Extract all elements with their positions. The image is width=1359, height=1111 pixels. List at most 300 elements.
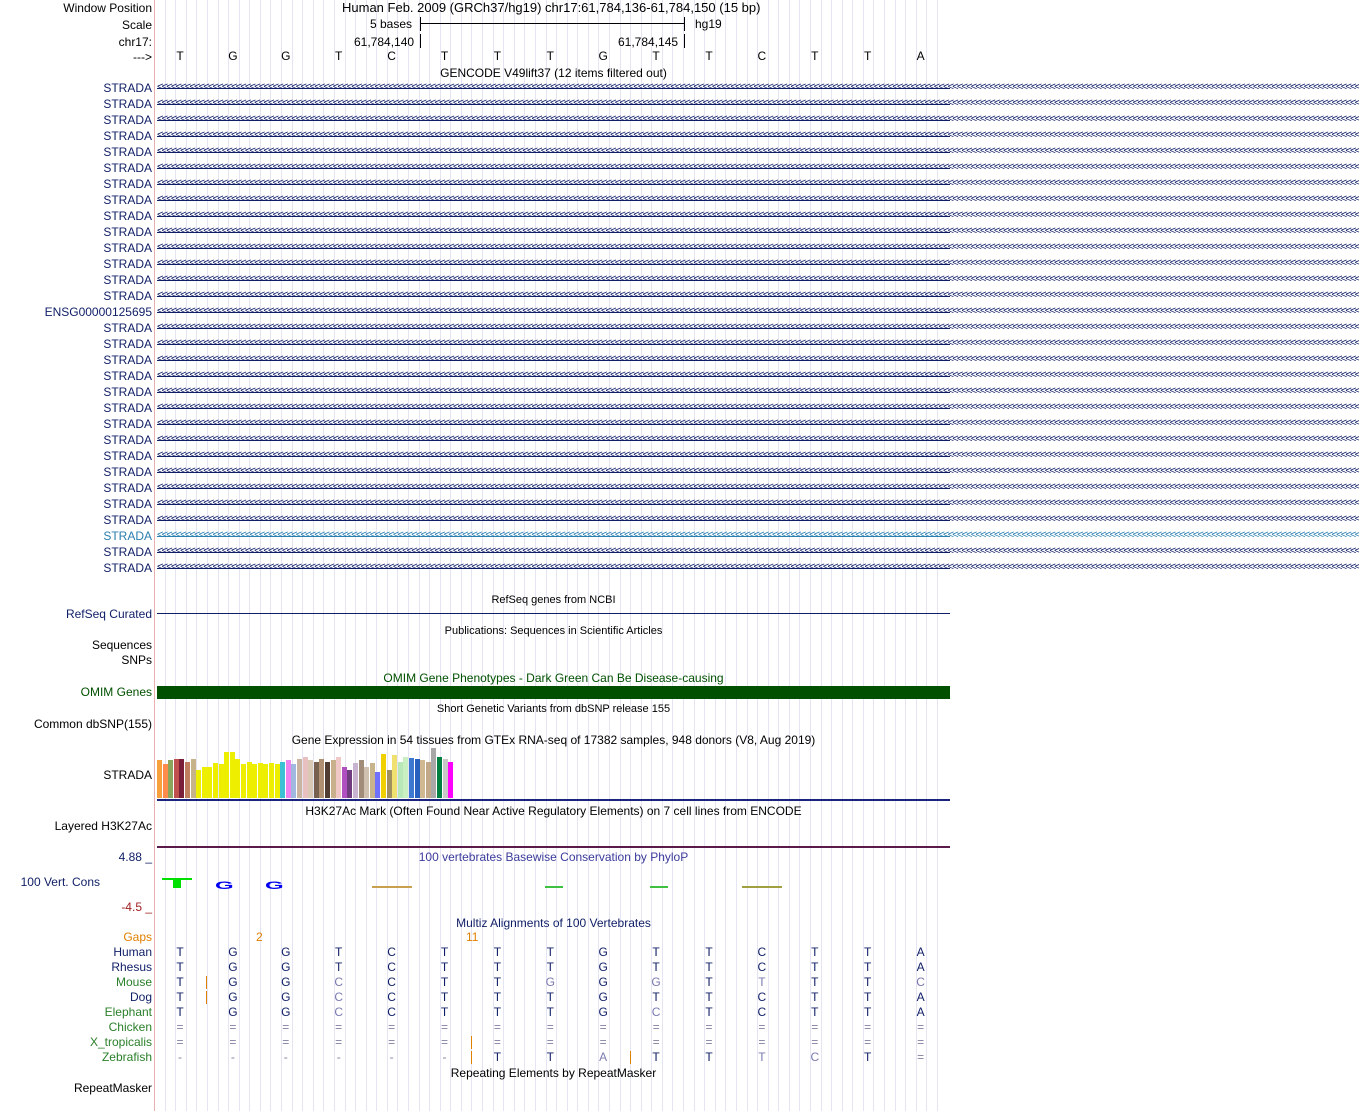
alignment-base: = bbox=[705, 1035, 713, 1049]
alignment-base: G bbox=[598, 1005, 608, 1019]
assembly-position-text[interactable]: Human Feb. 2009 (GRCh37/hg19) chr17:61,784,136-61,784,150 (15 bp) bbox=[342, 0, 761, 15]
multiz-track-title[interactable]: Multiz Alignments of 100 Vertebrates bbox=[456, 916, 651, 930]
alignment-base: - bbox=[336, 1050, 341, 1064]
scale-label: Scale bbox=[121, 18, 152, 32]
alignment-base: T bbox=[811, 960, 819, 974]
refseq-curated-label[interactable]: RefSeq Curated bbox=[65, 607, 152, 621]
gtex-tissue-bar[interactable] bbox=[325, 762, 330, 798]
base-sequence-row bbox=[0, 49, 950, 65]
gencode-transcript-label[interactable]: STRADA bbox=[103, 561, 152, 575]
alignment-base: = bbox=[811, 1035, 819, 1049]
alignment-base: = bbox=[493, 1020, 501, 1034]
alignment-base: T bbox=[440, 1005, 449, 1019]
alignment-base: T bbox=[546, 945, 554, 959]
alignment-base: T bbox=[176, 960, 184, 974]
strand-arrows: <<<<<<<<<<<<<<<<<<<<<<<<<<<<<<<<<<<<<<<<<<<<<<<<<<<<<<<<<<<<<<<<<<<<<<<<<<<<<<<<<<<<<<<<<<<<<<<<<<<<<<<<<<<<<<<<<<<<<<<<<<<<<<<<<<<<<<<<<<<<<<<<<<<<<<<<<<<<<<<<<<<<<<<<<<<<<<<<<<<<<<<<<<<<<<<<<<<<<<<<<<<<<<<<<<<<<<<<<<<<<<<<<<<<<<<<<<<<<<<<<<<<<<<<<<<<<<<<<<<< bbox=[157, 145, 1359, 157]
phylop-track-label[interactable]: 100 Vert. Cons bbox=[20, 875, 100, 889]
gencode-transcript-label[interactable]: STRADA bbox=[103, 481, 152, 495]
alignment-base: T bbox=[546, 1005, 554, 1019]
gap-count-1: 2 bbox=[256, 930, 263, 944]
alignment-base: T bbox=[811, 945, 819, 959]
strand-arrows: <<<<<<<<<<<<<<<<<<<<<<<<<<<<<<<<<<<<<<<<<<<<<<<<<<<<<<<<<<<<<<<<<<<<<<<<<<<<<<<<<<<<<<<<<<<<<<<<<<<<<<<<<<<<<<<<<<<<<<<<<<<<<<<<<<<<<<<<<<<<<<<<<<<<<<<<<<<<<<<<<<<<<<<<<<<<<<<<<<<<<<<<<<<<<<<<<<<<<<<<<<<<<<<<<<<<<<<<<<<<<<<<<<<<<<<<<<<<<<<<<<<<<<<<<<<<<<<<<<<< bbox=[157, 289, 1359, 301]
base-letter: G bbox=[281, 49, 291, 63]
gencode-transcript-label[interactable]: STRADA bbox=[103, 465, 152, 479]
alignment-base: = bbox=[864, 1035, 872, 1049]
alignment-base: T bbox=[176, 990, 184, 1004]
gencode-transcript-feature[interactable] bbox=[157, 417, 1359, 429]
alignment-base: C bbox=[334, 975, 344, 989]
gencode-transcript-feature[interactable] bbox=[157, 321, 1359, 333]
alignment-base: G bbox=[598, 990, 608, 1004]
species-label[interactable]: Zebrafish bbox=[101, 1050, 152, 1064]
coord-left: 61,784,140 bbox=[354, 35, 415, 49]
gencode-transcript-label[interactable]: STRADA bbox=[103, 529, 152, 543]
phylop-max-label: 4.88 _ bbox=[118, 850, 152, 864]
gtex-tissue-bar[interactable] bbox=[420, 760, 425, 798]
gencode-transcript-feature[interactable] bbox=[157, 433, 1359, 445]
gencode-transcript-feature[interactable] bbox=[157, 145, 1359, 157]
gencode-transcript-label[interactable]: STRADA bbox=[103, 129, 152, 143]
phylop-logo-graph[interactable] bbox=[157, 872, 950, 896]
gencode-transcript-label[interactable]: STRADA bbox=[103, 113, 152, 127]
base-letter: C bbox=[387, 49, 396, 63]
gencode-transcript-feature[interactable] bbox=[157, 513, 1359, 525]
gaps-label: Gaps bbox=[123, 930, 152, 944]
base-letter: G bbox=[228, 49, 238, 63]
gtex-tissue-bar[interactable] bbox=[174, 759, 179, 798]
alignment-base: = bbox=[705, 1020, 713, 1034]
gencode-transcript-feature[interactable] bbox=[157, 177, 1359, 189]
alignment-base: = bbox=[652, 1035, 660, 1049]
gencode-transcript-label[interactable]: STRADA bbox=[103, 369, 152, 383]
base-letter: T bbox=[546, 49, 554, 63]
gtex-track-title[interactable]: Gene Expression in 54 tissues from GTEx RNA-seq of 17382 samples, 948 donors (V8, Aug 2019) bbox=[291, 733, 816, 747]
alignment-base: C bbox=[757, 960, 767, 974]
gtex-tissue-bar[interactable] bbox=[409, 758, 414, 798]
gencode-transcript-feature[interactable] bbox=[157, 401, 1359, 413]
alignment-base: C bbox=[387, 945, 396, 959]
gtex-tissue-bar[interactable] bbox=[163, 764, 168, 798]
species-label[interactable]: Rhesus bbox=[111, 960, 152, 974]
gencode-transcript-feature[interactable] bbox=[157, 273, 1359, 285]
refseq-gene-line[interactable] bbox=[157, 613, 950, 614]
phylop-logo-g1: G bbox=[215, 878, 234, 892]
publications-label-sequences[interactable]: Sequences bbox=[91, 638, 152, 652]
coord-right-tick bbox=[684, 34, 685, 48]
alignment-base: C bbox=[757, 990, 767, 1004]
gencode-transcript-label[interactable]: STRADA bbox=[103, 513, 152, 527]
gtex-tissue-bar[interactable] bbox=[252, 764, 257, 798]
gtex-tissue-bar[interactable] bbox=[303, 757, 308, 798]
alignment-base: = bbox=[388, 1020, 396, 1034]
gtex-tissue-bar[interactable] bbox=[241, 764, 246, 798]
gtex-tissue-bar[interactable] bbox=[275, 764, 280, 798]
alignment-base: C bbox=[916, 975, 925, 989]
gtex-tissue-bar[interactable] bbox=[157, 760, 162, 798]
gtex-tissue-bar[interactable] bbox=[347, 770, 352, 798]
alignment-base: A bbox=[916, 960, 925, 974]
gencode-transcript-feature[interactable] bbox=[157, 129, 1359, 141]
scale-db-label: hg19 bbox=[695, 17, 722, 31]
strand-direction-label: ---> bbox=[133, 50, 152, 64]
gtex-tissue-bar[interactable] bbox=[437, 757, 442, 798]
alignment-base: = bbox=[176, 1035, 184, 1049]
gtex-tissue-bar[interactable] bbox=[331, 760, 336, 798]
alignment-base: T bbox=[864, 1005, 872, 1019]
alignment-base: C bbox=[757, 945, 767, 959]
gencode-transcript-feature[interactable] bbox=[157, 465, 1359, 477]
gencode-transcript-feature[interactable] bbox=[157, 257, 1359, 269]
gencode-transcript-label[interactable]: STRADA bbox=[103, 353, 152, 367]
species-label[interactable]: Elephant bbox=[104, 1005, 152, 1019]
gtex-tissue-bar[interactable] bbox=[202, 767, 207, 798]
scale-text: 5 bases bbox=[370, 17, 413, 31]
alignment-base: T bbox=[546, 960, 554, 974]
alignment-base: = bbox=[493, 1035, 501, 1049]
gencode-transcript-feature[interactable] bbox=[157, 385, 1359, 397]
gtex-tissue-bar[interactable] bbox=[381, 754, 386, 798]
insertion-marker[interactable] bbox=[206, 976, 207, 989]
gencode-transcript-feature[interactable] bbox=[157, 225, 1359, 237]
gencode-transcript-label[interactable]: STRADA bbox=[103, 161, 152, 175]
gencode-transcript-label[interactable]: STRADA bbox=[103, 401, 152, 415]
gtex-tissue-bar[interactable] bbox=[297, 759, 302, 798]
gencode-transcript-label[interactable]: STRADA bbox=[103, 385, 152, 399]
gtex-tissue-bar[interactable] bbox=[291, 764, 296, 798]
strand-arrows: <<<<<<<<<<<<<<<<<<<<<<<<<<<<<<<<<<<<<<<<<<<<<<<<<<<<<<<<<<<<<<<<<<<<<<<<<<<<<<<<<<<<<<<<<<<<<<<<<<<<<<<<<<<<<<<<<<<<<<<<<<<<<<<<<<<<<<<<<<<<<<<<<<<<<<<<<<<<<<<<<<<<<<<<<<<<<<<<<<<<<<<<<<<<<<<<<<<<<<<<<<<<<<<<<<<<<<<<<<<<<<<<<<<<<<<<<<<<<<<<<<<<<<<<<<<<<<<<<<<< bbox=[157, 481, 1359, 493]
alignment-base: C bbox=[387, 1005, 396, 1019]
gtex-tissue-bar[interactable] bbox=[168, 760, 173, 798]
gtex-gene-label[interactable]: STRADA bbox=[103, 768, 152, 782]
dbsnp-label[interactable]: Common dbSNP(155) bbox=[33, 717, 152, 731]
base-letter: T bbox=[705, 49, 713, 63]
alignment-base: C bbox=[387, 990, 396, 1004]
strand-arrows: <<<<<<<<<<<<<<<<<<<<<<<<<<<<<<<<<<<<<<<<<<<<<<<<<<<<<<<<<<<<<<<<<<<<<<<<<<<<<<<<<<<<<<<<<<<<<<<<<<<<<<<<<<<<<<<<<<<<<<<<<<<<<<<<<<<<<<<<<<<<<<<<<<<<<<<<<<<<<<<<<<<<<<<<<<<<<<<<<<<<<<<<<<<<<<<<<<<<<<<<<<<<<<<<<<<<<<<<<<<<<<<<<<<<<<<<<<<<<<<<<<<<<<<<<<<<<<<<<<<< bbox=[157, 177, 1359, 189]
gencode-transcript-feature[interactable] bbox=[157, 289, 1359, 301]
gtex-tissue-bar[interactable] bbox=[443, 759, 448, 798]
gtex-tissue-bar[interactable] bbox=[431, 748, 436, 798]
base-letter: G bbox=[598, 49, 608, 63]
alignment-base: C bbox=[810, 1050, 820, 1064]
strand-arrows: <<<<<<<<<<<<<<<<<<<<<<<<<<<<<<<<<<<<<<<<<<<<<<<<<<<<<<<<<<<<<<<<<<<<<<<<<<<<<<<<<<<<<<<<<<<<<<<<<<<<<<<<<<<<<<<<<<<<<<<<<<<<<<<<<<<<<<<<<<<<<<<<<<<<<<<<<<<<<<<<<<<<<<<<<<<<<<<<<<<<<<<<<<<<<<<<<<<<<<<<<<<<<<<<<<<<<<<<<<<<<<<<<<<<<<<<<<<<<<<<<<<<<<<<<<<<<<<<<<<< bbox=[157, 513, 1359, 525]
alignment-base: = bbox=[546, 1035, 554, 1049]
alignment-base: G bbox=[281, 975, 291, 989]
alignment-base: T bbox=[705, 1005, 713, 1019]
gtex-tissue-bar[interactable] bbox=[207, 767, 212, 798]
repeatmasker-track-title[interactable]: Repeating Elements by RepeatMasker bbox=[450, 1066, 657, 1080]
species-label[interactable]: Mouse bbox=[115, 975, 152, 989]
base-letter: T bbox=[864, 49, 872, 63]
alignment-base: = bbox=[546, 1020, 554, 1034]
gtex-tissue-bar[interactable] bbox=[235, 759, 240, 798]
strand-arrows: <<<<<<<<<<<<<<<<<<<<<<<<<<<<<<<<<<<<<<<<<<<<<<<<<<<<<<<<<<<<<<<<<<<<<<<<<<<<<<<<<<<<<<<<<<<<<<<<<<<<<<<<<<<<<<<<<<<<<<<<<<<<<<<<<<<<<<<<<<<<<<<<<<<<<<<<<<<<<<<<<<<<<<<<<<<<<<<<<<<<<<<<<<<<<<<<<<<<<<<<<<<<<<<<<<<<<<<<<<<<<<<<<<<<<<<<<<<<<<<<<<<<<<<<<<<<<<<<<<<< bbox=[157, 113, 1359, 125]
gtex-tissue-bar[interactable] bbox=[185, 762, 190, 798]
alignment-base: T bbox=[705, 990, 713, 1004]
alignment-base: G bbox=[598, 945, 608, 959]
alignment-base: = bbox=[758, 1035, 766, 1049]
gencode-transcript-feature[interactable] bbox=[157, 561, 1359, 573]
gencode-transcript-label[interactable]: STRADA bbox=[103, 289, 152, 303]
alignment-base: = bbox=[176, 1020, 184, 1034]
gencode-transcript-feature[interactable] bbox=[157, 113, 1359, 125]
gencode-transcript-label[interactable]: STRADA bbox=[103, 545, 152, 559]
alignment-base: G bbox=[228, 975, 238, 989]
strand-arrows: <<<<<<<<<<<<<<<<<<<<<<<<<<<<<<<<<<<<<<<<<<<<<<<<<<<<<<<<<<<<<<<<<<<<<<<<<<<<<<<<<<<<<<<<<<<<<<<<<<<<<<<<<<<<<<<<<<<<<<<<<<<<<<<<<<<<<<<<<<<<<<<<<<<<<<<<<<<<<<<<<<<<<<<<<<<<<<<<<<<<<<<<<<<<<<<<<<<<<<<<<<<<<<<<<<<<<<<<<<<<<<<<<<<<<<<<<<<<<<<<<<<<<<<<<<<<<<<<<<<< bbox=[157, 529, 1359, 541]
gtex-tissue-bar[interactable] bbox=[415, 759, 420, 798]
strand-arrows: <<<<<<<<<<<<<<<<<<<<<<<<<<<<<<<<<<<<<<<<<<<<<<<<<<<<<<<<<<<<<<<<<<<<<<<<<<<<<<<<<<<<<<<<<<<<<<<<<<<<<<<<<<<<<<<<<<<<<<<<<<<<<<<<<<<<<<<<<<<<<<<<<<<<<<<<<<<<<<<<<<<<<<<<<<<<<<<<<<<<<<<<<<<<<<<<<<<<<<<<<<<<<<<<<<<<<<<<<<<<<<<<<<<<<<<<<<<<<<<<<<<<<<<<<<<<<<<<<<<< bbox=[157, 321, 1359, 333]
base-letter: T bbox=[652, 49, 660, 63]
gencode-transcript-feature[interactable] bbox=[157, 305, 1359, 317]
alignment-base: T bbox=[493, 990, 502, 1004]
strand-arrows: <<<<<<<<<<<<<<<<<<<<<<<<<<<<<<<<<<<<<<<<<<<<<<<<<<<<<<<<<<<<<<<<<<<<<<<<<<<<<<<<<<<<<<<<<<<<<<<<<<<<<<<<<<<<<<<<<<<<<<<<<<<<<<<<<<<<<<<<<<<<<<<<<<<<<<<<<<<<<<<<<<<<<<<<<<<<<<<<<<<<<<<<<<<<<<<<<<<<<<<<<<<<<<<<<<<<<<<<<<<<<<<<<<<<<<<<<<<<<<<<<<<<<<<<<<<<<<<<<<<< bbox=[157, 561, 1359, 573]
alignment-base: G bbox=[651, 975, 661, 989]
alignment-base: = bbox=[282, 1020, 290, 1034]
omim-track-title[interactable]: OMIM Gene Phenotypes - Dark Green Can Be Disease-causing bbox=[383, 671, 724, 685]
gtex-tissue-bar[interactable] bbox=[398, 762, 403, 798]
alignment-base: T bbox=[493, 1005, 502, 1019]
alignment-base: T bbox=[546, 1050, 554, 1064]
gencode-transcript-feature[interactable] bbox=[157, 193, 1359, 205]
gtex-tissue-bar[interactable] bbox=[319, 759, 324, 798]
alignment-base: = bbox=[229, 1035, 237, 1049]
alignment-base: G bbox=[281, 945, 291, 959]
gencode-transcript-label[interactable]: STRADA bbox=[103, 257, 152, 271]
alignment-base: T bbox=[864, 1050, 872, 1064]
alignment-base: = bbox=[335, 1035, 343, 1049]
gencode-track bbox=[0, 80, 1359, 592]
gencode-transcript-label[interactable]: STRADA bbox=[103, 209, 152, 223]
alignment-base: T bbox=[493, 945, 502, 959]
phylop-dash-2 bbox=[545, 886, 563, 888]
gtex-tissue-bar[interactable] bbox=[353, 763, 358, 798]
gtex-tissue-bar[interactable] bbox=[258, 763, 263, 798]
base-letter: T bbox=[440, 49, 449, 63]
gtex-tissue-bar[interactable] bbox=[269, 763, 274, 798]
window-position-label: Window Position bbox=[63, 1, 152, 15]
alignment-base: = bbox=[864, 1020, 872, 1034]
gencode-transcript-label[interactable]: STRADA bbox=[103, 497, 152, 511]
gtex-tissue-bar[interactable] bbox=[336, 757, 341, 798]
strand-arrows: <<<<<<<<<<<<<<<<<<<<<<<<<<<<<<<<<<<<<<<<<<<<<<<<<<<<<<<<<<<<<<<<<<<<<<<<<<<<<<<<<<<<<<<<<<<<<<<<<<<<<<<<<<<<<<<<<<<<<<<<<<<<<<<<<<<<<<<<<<<<<<<<<<<<<<<<<<<<<<<<<<<<<<<<<<<<<<<<<<<<<<<<<<<<<<<<<<<<<<<<<<<<<<<<<<<<<<<<<<<<<<<<<<<<<<<<<<<<<<<<<<<<<<<<<<<<<<<<<<<< bbox=[157, 97, 1359, 109]
gencode-transcript-label[interactable]: STRADA bbox=[103, 273, 152, 287]
scale-bar bbox=[420, 23, 685, 24]
strand-arrows: <<<<<<<<<<<<<<<<<<<<<<<<<<<<<<<<<<<<<<<<<<<<<<<<<<<<<<<<<<<<<<<<<<<<<<<<<<<<<<<<<<<<<<<<<<<<<<<<<<<<<<<<<<<<<<<<<<<<<<<<<<<<<<<<<<<<<<<<<<<<<<<<<<<<<<<<<<<<<<<<<<<<<<<<<<<<<<<<<<<<<<<<<<<<<<<<<<<<<<<<<<<<<<<<<<<<<<<<<<<<<<<<<<<<<<<<<<<<<<<<<<<<<<<<<<<<<<<<<<<< bbox=[157, 257, 1359, 269]
alignment-base: T bbox=[811, 1005, 819, 1019]
alignment-base: - bbox=[230, 1050, 235, 1064]
gtex-tissue-bar[interactable] bbox=[370, 763, 375, 798]
alignment-base: A bbox=[599, 1050, 608, 1064]
alignment-base: G bbox=[598, 975, 608, 989]
gencode-transcript-feature[interactable] bbox=[157, 545, 1359, 557]
scale-bar-left-tick bbox=[420, 17, 421, 31]
alignment-base: G bbox=[281, 990, 291, 1004]
gencode-transcript-feature[interactable] bbox=[157, 81, 1359, 93]
phylop-min-label: -4.5 _ bbox=[121, 900, 152, 914]
gencode-transcript-feature[interactable] bbox=[157, 369, 1359, 381]
strand-arrows: <<<<<<<<<<<<<<<<<<<<<<<<<<<<<<<<<<<<<<<<<<<<<<<<<<<<<<<<<<<<<<<<<<<<<<<<<<<<<<<<<<<<<<<<<<<<<<<<<<<<<<<<<<<<<<<<<<<<<<<<<<<<<<<<<<<<<<<<<<<<<<<<<<<<<<<<<<<<<<<<<<<<<<<<<<<<<<<<<<<<<<<<<<<<<<<<<<<<<<<<<<<<<<<<<<<<<<<<<<<<<<<<<<<<<<<<<<<<<<<<<<<<<<<<<<<<<<<<<<<< bbox=[157, 465, 1359, 477]
gtex-tissue-bar[interactable] bbox=[179, 759, 184, 798]
gtex-tissue-bar[interactable] bbox=[224, 752, 229, 798]
alignment-base: T bbox=[440, 960, 449, 974]
gtex-tissue-bar[interactable] bbox=[230, 752, 235, 798]
gencode-transcript-feature[interactable] bbox=[157, 241, 1359, 253]
alignment-base: G bbox=[228, 1005, 238, 1019]
gencode-transcript-label[interactable]: STRADA bbox=[103, 433, 152, 447]
strand-arrows: <<<<<<<<<<<<<<<<<<<<<<<<<<<<<<<<<<<<<<<<<<<<<<<<<<<<<<<<<<<<<<<<<<<<<<<<<<<<<<<<<<<<<<<<<<<<<<<<<<<<<<<<<<<<<<<<<<<<<<<<<<<<<<<<<<<<<<<<<<<<<<<<<<<<<<<<<<<<<<<<<<<<<<<<<<<<<<<<<<<<<<<<<<<<<<<<<<<<<<<<<<<<<<<<<<<<<<<<<<<<<<<<<<<<<<<<<<<<<<<<<<<<<<<<<<<<<<<<<<<< bbox=[157, 225, 1359, 237]
alignment-base: T bbox=[811, 990, 819, 1004]
alignment-base: = bbox=[229, 1020, 237, 1034]
gencode-transcript-label[interactable]: STRADA bbox=[103, 449, 152, 463]
alignment-base: T bbox=[493, 1050, 502, 1064]
base-letter: C bbox=[757, 49, 767, 63]
alignment-base: - bbox=[442, 1050, 447, 1064]
strand-arrows: <<<<<<<<<<<<<<<<<<<<<<<<<<<<<<<<<<<<<<<<<<<<<<<<<<<<<<<<<<<<<<<<<<<<<<<<<<<<<<<<<<<<<<<<<<<<<<<<<<<<<<<<<<<<<<<<<<<<<<<<<<<<<<<<<<<<<<<<<<<<<<<<<<<<<<<<<<<<<<<<<<<<<<<<<<<<<<<<<<<<<<<<<<<<<<<<<<<<<<<<<<<<<<<<<<<<<<<<<<<<<<<<<<<<<<<<<<<<<<<<<<<<<<<<<<<<<<<<<<<< bbox=[157, 545, 1359, 557]
h3k27ac-baseline bbox=[157, 846, 950, 848]
gencode-transcript-label[interactable]: STRADA bbox=[103, 145, 152, 159]
alignment-base: - bbox=[283, 1050, 288, 1064]
alignment-base: T bbox=[864, 975, 872, 989]
gtex-expression-chart[interactable] bbox=[157, 748, 557, 798]
species-label[interactable]: X_tropicalis bbox=[89, 1035, 152, 1049]
gtex-tissue-bar[interactable] bbox=[219, 764, 224, 798]
gencode-transcript-label[interactable]: STRADA bbox=[103, 337, 152, 351]
alignment-base: A bbox=[916, 945, 925, 959]
alignment-base: T bbox=[176, 945, 184, 959]
alignment-base: = bbox=[440, 1020, 448, 1034]
gtex-tissue-bar[interactable] bbox=[342, 767, 347, 798]
omim-genes-label[interactable]: OMIM Genes bbox=[80, 685, 152, 699]
alignment-base: C bbox=[651, 1005, 661, 1019]
phylop-dash-1 bbox=[372, 886, 412, 888]
gencode-transcript-label[interactable]: STRADA bbox=[103, 177, 152, 191]
insertion-marker[interactable] bbox=[206, 991, 207, 1004]
gtex-tissue-bar[interactable] bbox=[403, 757, 408, 798]
alignment-base: T bbox=[652, 990, 660, 1004]
alignment-base: = bbox=[282, 1035, 290, 1049]
alignment-base: T bbox=[440, 945, 449, 959]
publications-track-title[interactable]: Publications: Sequences in Scientific Articles bbox=[444, 625, 663, 637]
alignment-base: T bbox=[493, 960, 502, 974]
alignment-base: T bbox=[864, 990, 872, 1004]
gencode-transcript-feature[interactable] bbox=[157, 449, 1359, 461]
alignment-base: = bbox=[599, 1035, 607, 1049]
gencode-transcript-feature[interactable] bbox=[157, 529, 1359, 541]
phylop-track-title[interactable]: 100 vertebrates Basewise Conservation by PhyloP bbox=[418, 850, 689, 864]
gtex-tissue-bar[interactable] bbox=[375, 772, 380, 798]
h3k27ac-track-title[interactable]: H3K27Ac Mark (Often Found Near Active Regulatory Elements) on 7 cell lines from ENCODE bbox=[305, 804, 802, 818]
alignment-base: T bbox=[864, 945, 872, 959]
gencode-transcript-label[interactable]: STRADA bbox=[103, 225, 152, 239]
gtex-tissue-bar[interactable] bbox=[280, 762, 285, 798]
gtex-tissue-bar[interactable] bbox=[448, 762, 453, 798]
repeatmasker-label[interactable]: RepeatMasker bbox=[73, 1081, 152, 1095]
alignment-base: = bbox=[599, 1020, 607, 1034]
h3k27ac-label[interactable]: Layered H3K27Ac bbox=[54, 819, 152, 833]
gencode-transcript-feature[interactable] bbox=[157, 97, 1359, 109]
gencode-transcript-feature[interactable] bbox=[157, 497, 1359, 509]
alignment-base: = bbox=[917, 1020, 925, 1034]
strand-arrows: <<<<<<<<<<<<<<<<<<<<<<<<<<<<<<<<<<<<<<<<<<<<<<<<<<<<<<<<<<<<<<<<<<<<<<<<<<<<<<<<<<<<<<<<<<<<<<<<<<<<<<<<<<<<<<<<<<<<<<<<<<<<<<<<<<<<<<<<<<<<<<<<<<<<<<<<<<<<<<<<<<<<<<<<<<<<<<<<<<<<<<<<<<<<<<<<<<<<<<<<<<<<<<<<<<<<<<<<<<<<<<<<<<<<<<<<<<<<<<<<<<<<<<<<<<<<<<<<<<<< bbox=[157, 401, 1359, 413]
gtex-tissue-bar[interactable] bbox=[392, 755, 397, 798]
alignment-base: = bbox=[917, 1035, 925, 1049]
species-label[interactable]: Dog bbox=[129, 990, 152, 1004]
species-label[interactable]: Human bbox=[113, 945, 152, 959]
gencode-transcript-feature[interactable] bbox=[157, 337, 1359, 349]
alignment-base: T bbox=[705, 975, 713, 989]
gtex-tissue-bar[interactable] bbox=[247, 762, 252, 798]
base-letter: A bbox=[916, 49, 925, 63]
strand-arrows: <<<<<<<<<<<<<<<<<<<<<<<<<<<<<<<<<<<<<<<<<<<<<<<<<<<<<<<<<<<<<<<<<<<<<<<<<<<<<<<<<<<<<<<<<<<<<<<<<<<<<<<<<<<<<<<<<<<<<<<<<<<<<<<<<<<<<<<<<<<<<<<<<<<<<<<<<<<<<<<<<<<<<<<<<<<<<<<<<<<<<<<<<<<<<<<<<<<<<<<<<<<<<<<<<<<<<<<<<<<<<<<<<<<<<<<<<<<<<<<<<<<<<<<<<<<<<<<<<<<< bbox=[157, 273, 1359, 285]
alignment-base: G bbox=[281, 960, 291, 974]
alignment-base: T bbox=[705, 1050, 713, 1064]
gtex-tissue-bar[interactable] bbox=[286, 760, 291, 798]
species-label[interactable]: Chicken bbox=[108, 1020, 152, 1034]
insertion-marker[interactable] bbox=[471, 1051, 472, 1064]
gtex-tissue-bar[interactable] bbox=[359, 760, 364, 798]
alignment-base: A bbox=[916, 1005, 925, 1019]
gencode-transcript-label[interactable]: STRADA bbox=[103, 81, 152, 95]
strand-arrows: <<<<<<<<<<<<<<<<<<<<<<<<<<<<<<<<<<<<<<<<<<<<<<<<<<<<<<<<<<<<<<<<<<<<<<<<<<<<<<<<<<<<<<<<<<<<<<<<<<<<<<<<<<<<<<<<<<<<<<<<<<<<<<<<<<<<<<<<<<<<<<<<<<<<<<<<<<<<<<<<<<<<<<<<<<<<<<<<<<<<<<<<<<<<<<<<<<<<<<<<<<<<<<<<<<<<<<<<<<<<<<<<<<<<<<<<<<<<<<<<<<<<<<<<<<<<<<<<<<<< bbox=[157, 497, 1359, 509]
gtex-tissue-bar[interactable] bbox=[308, 760, 313, 798]
strand-arrows: <<<<<<<<<<<<<<<<<<<<<<<<<<<<<<<<<<<<<<<<<<<<<<<<<<<<<<<<<<<<<<<<<<<<<<<<<<<<<<<<<<<<<<<<<<<<<<<<<<<<<<<<<<<<<<<<<<<<<<<<<<<<<<<<<<<<<<<<<<<<<<<<<<<<<<<<<<<<<<<<<<<<<<<<<<<<<<<<<<<<<<<<<<<<<<<<<<<<<<<<<<<<<<<<<<<<<<<<<<<<<<<<<<<<<<<<<<<<<<<<<<<<<<<<<<<<<<<<<<<< bbox=[157, 209, 1359, 221]
strand-arrows: <<<<<<<<<<<<<<<<<<<<<<<<<<<<<<<<<<<<<<<<<<<<<<<<<<<<<<<<<<<<<<<<<<<<<<<<<<<<<<<<<<<<<<<<<<<<<<<<<<<<<<<<<<<<<<<<<<<<<<<<<<<<<<<<<<<<<<<<<<<<<<<<<<<<<<<<<<<<<<<<<<<<<<<<<<<<<<<<<<<<<<<<<<<<<<<<<<<<<<<<<<<<<<<<<<<<<<<<<<<<<<<<<<<<<<<<<<<<<<<<<<<<<<<<<<<<<<<<<<<< bbox=[157, 449, 1359, 461]
gencode-transcript-feature[interactable] bbox=[157, 481, 1359, 493]
alignment-base: = bbox=[440, 1035, 448, 1049]
alignment-base: C bbox=[334, 990, 344, 1004]
gtex-tissue-bar[interactable] bbox=[196, 770, 201, 798]
alignment-base: T bbox=[440, 990, 449, 1004]
gencode-transcript-label[interactable]: STRADA bbox=[103, 97, 152, 111]
coord-left-tick bbox=[420, 34, 421, 48]
gencode-transcript-label[interactable]: STRADA bbox=[103, 193, 152, 207]
gtex-tissue-bar[interactable] bbox=[387, 770, 392, 798]
coord-right: 61,784,145 bbox=[618, 35, 679, 49]
omim-phenotype-bar[interactable] bbox=[157, 686, 950, 699]
strand-arrows: <<<<<<<<<<<<<<<<<<<<<<<<<<<<<<<<<<<<<<<<<<<<<<<<<<<<<<<<<<<<<<<<<<<<<<<<<<<<<<<<<<<<<<<<<<<<<<<<<<<<<<<<<<<<<<<<<<<<<<<<<<<<<<<<<<<<<<<<<<<<<<<<<<<<<<<<<<<<<<<<<<<<<<<<<<<<<<<<<<<<<<<<<<<<<<<<<<<<<<<<<<<<<<<<<<<<<<<<<<<<<<<<<<<<<<<<<<<<<<<<<<<<<<<<<<<<<<<<<<<< bbox=[157, 129, 1359, 141]
alignment-base: T bbox=[705, 960, 713, 974]
gtex-tissue-bar[interactable] bbox=[213, 763, 218, 798]
alignment-base: = bbox=[652, 1020, 660, 1034]
alignment-base: C bbox=[757, 1005, 767, 1019]
dbsnp-track-title[interactable]: Short Genetic Variants from dbSNP release 155 bbox=[436, 703, 671, 715]
chrom-label: chr17: bbox=[118, 35, 152, 49]
gtex-tissue-bar[interactable] bbox=[263, 764, 268, 798]
alignment-base: T bbox=[493, 975, 502, 989]
alignment-base: = bbox=[335, 1020, 343, 1034]
gtex-tissue-bar[interactable] bbox=[191, 759, 196, 798]
gencode-transcript-feature[interactable] bbox=[157, 209, 1359, 221]
gtex-tissue-bar[interactable] bbox=[364, 767, 369, 798]
insertion-marker[interactable] bbox=[630, 1051, 631, 1064]
strand-arrows: <<<<<<<<<<<<<<<<<<<<<<<<<<<<<<<<<<<<<<<<<<<<<<<<<<<<<<<<<<<<<<<<<<<<<<<<<<<<<<<<<<<<<<<<<<<<<<<<<<<<<<<<<<<<<<<<<<<<<<<<<<<<<<<<<<<<<<<<<<<<<<<<<<<<<<<<<<<<<<<<<<<<<<<<<<<<<<<<<<<<<<<<<<<<<<<<<<<<<<<<<<<<<<<<<<<<<<<<<<<<<<<<<<<<<<<<<<<<<<<<<<<<<<<<<<<<<<<<<<<< bbox=[157, 193, 1359, 205]
alignment-base: T bbox=[758, 1050, 766, 1064]
alignment-base: T bbox=[546, 990, 554, 1004]
gtex-tissue-bar[interactable] bbox=[426, 762, 431, 798]
gencode-transcript-feature[interactable] bbox=[157, 353, 1359, 365]
phylop-bar-t-top bbox=[162, 878, 192, 880]
gencode-transcript-label[interactable]: ENSG00000125695 bbox=[44, 305, 152, 319]
gencode-transcript-label[interactable]: STRADA bbox=[103, 321, 152, 335]
publications-label-snps[interactable]: SNPs bbox=[121, 653, 152, 667]
gencode-transcript-label[interactable]: STRADA bbox=[103, 241, 152, 255]
strand-arrows: <<<<<<<<<<<<<<<<<<<<<<<<<<<<<<<<<<<<<<<<<<<<<<<<<<<<<<<<<<<<<<<<<<<<<<<<<<<<<<<<<<<<<<<<<<<<<<<<<<<<<<<<<<<<<<<<<<<<<<<<<<<<<<<<<<<<<<<<<<<<<<<<<<<<<<<<<<<<<<<<<<<<<<<<<<<<<<<<<<<<<<<<<<<<<<<<<<<<<<<<<<<<<<<<<<<<<<<<<<<<<<<<<<<<<<<<<<<<<<<<<<<<<<<<<<<<<<<<<<<< bbox=[157, 353, 1359, 365]
gencode-transcript-feature[interactable] bbox=[157, 161, 1359, 173]
refseq-track-title[interactable]: RefSeq genes from NCBI bbox=[491, 594, 616, 606]
gencode-transcript-label[interactable]: STRADA bbox=[103, 417, 152, 431]
gtex-tissue-bar[interactable] bbox=[314, 762, 319, 798]
gencode-track-title[interactable]: GENCODE V49lift37 (12 items filtered out) bbox=[440, 66, 667, 80]
insertion-marker[interactable] bbox=[471, 1036, 472, 1049]
